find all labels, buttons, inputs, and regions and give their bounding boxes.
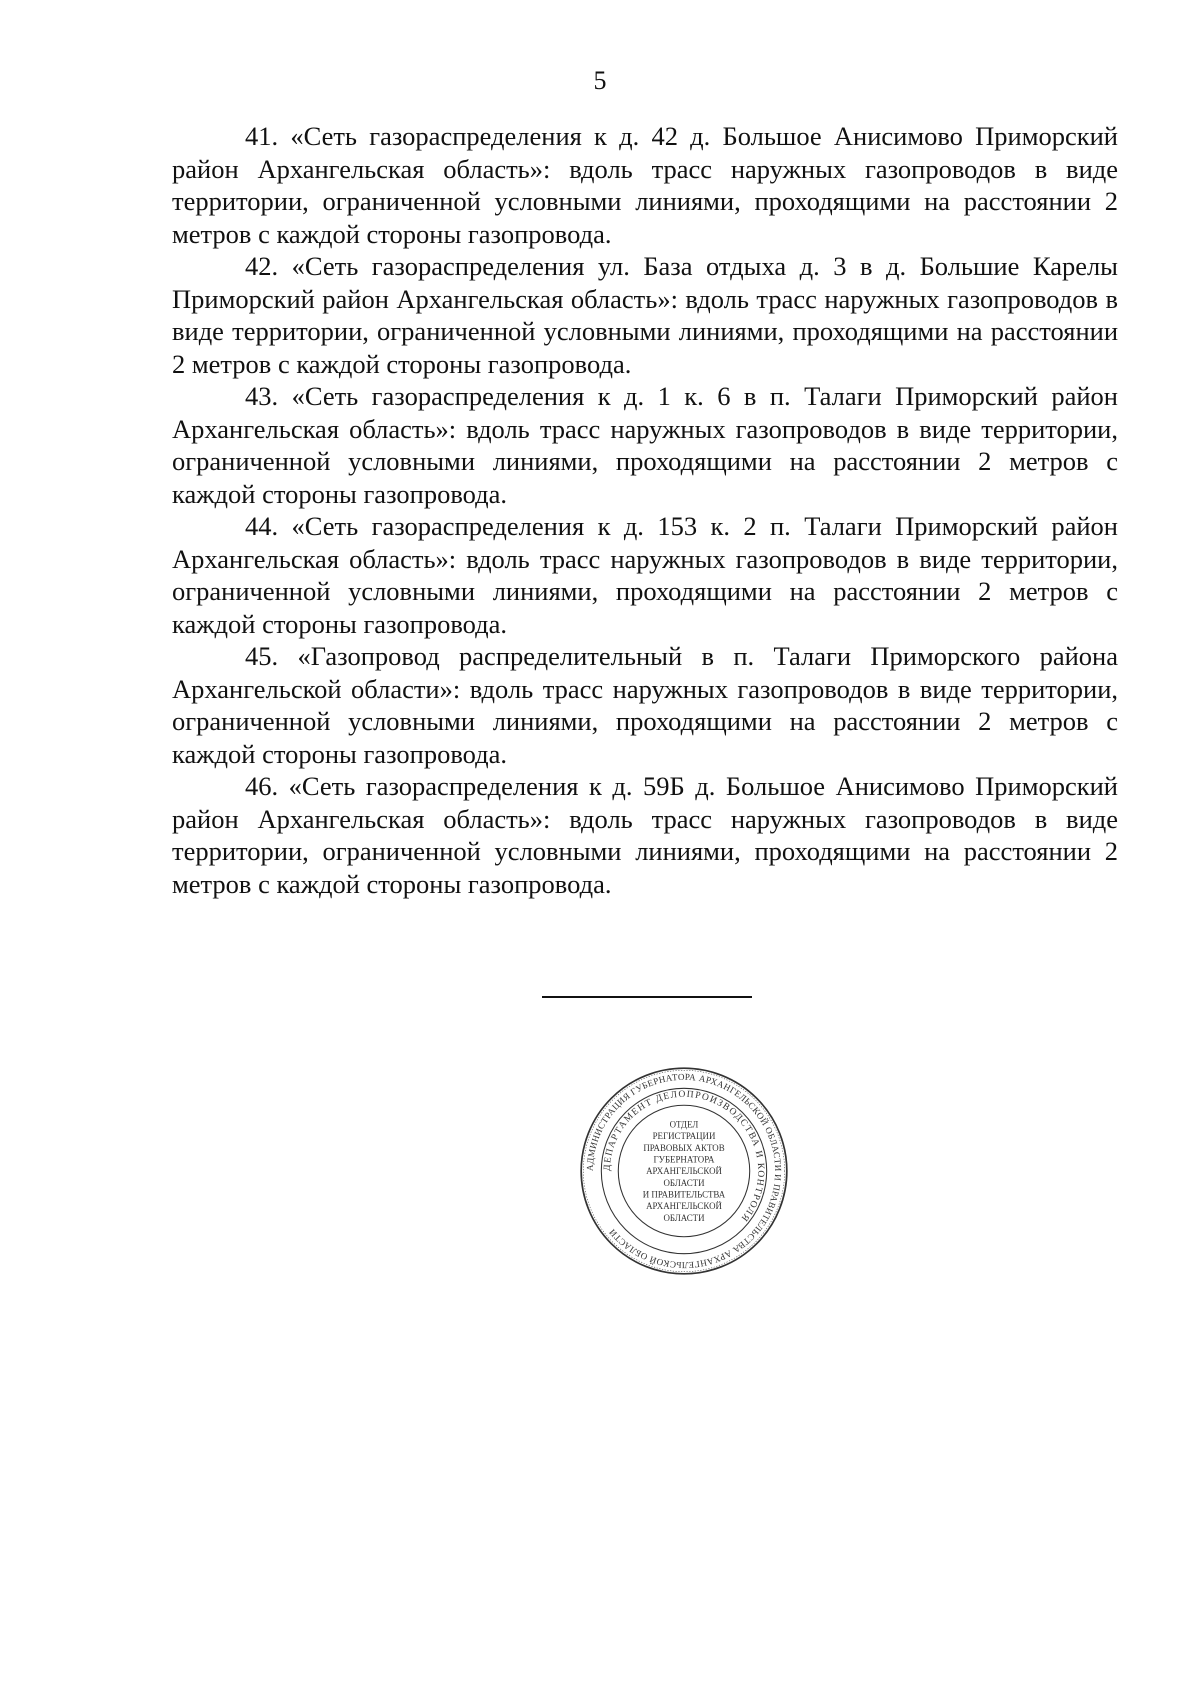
seal-center-line: ОБЛАСТИ bbox=[663, 1212, 705, 1223]
list-item-45: 45. «Газопровод распределительный в п. Талаги Приморского района Архангельской области»: вдоль трасс наружных газопроводов в виде территории, ограниченной условными линиями, проходящими на расстоянии 2 метров с каждой стороны газопровода. bbox=[172, 641, 1118, 769]
svg-text:ДЕПАРТАМЕНТ ДЕЛОПРОИЗВОДСТВА И: ДЕПАРТАМЕНТ ДЕЛОПРОИЗВОДСТВА И КОНТРОЛЯ bbox=[602, 1089, 766, 1224]
list-item-44: 44. «Сеть газораспределения к д. 153 к. 2 п. Талаги Приморский район Архангельская область»: вдоль трасс наружных газопроводов в виде территории, ограниченной условными линиями, проходящими на расстоянии 2 метров с каждой стороны газопровода. bbox=[172, 511, 1118, 639]
seal-center-line: ГУБЕРНАТОРА bbox=[653, 1154, 715, 1165]
seal-center-line: РЕГИСТРАЦИИ bbox=[652, 1131, 716, 1142]
seal-center-line: ПРАВОВЫХ АКТОВ bbox=[643, 1142, 725, 1153]
seal-center-line: ОБЛАСТИ bbox=[663, 1177, 705, 1188]
document-body bbox=[172, 120, 1118, 900]
page-number: 5 bbox=[593, 66, 607, 95]
list-item-41: 41. «Сеть газораспределения к д. 42 д. Большое Анисимово Приморский район Архангельская область»: вдоль трасс наружных газопроводов в виде территории, ограниченной условными линиями, проходящими на расстоянии 2 метров с каждой стороны газопровода. bbox=[172, 121, 1118, 249]
list-item-42: 42. «Сеть газораспределения ул. База отдыха д. 3 в д. Большие Карелы Приморский район Архангельская область»: вдоль трасс наружных газопроводов в виде территории, ограниченной условными линиями, проходящими на расстоянии 2 метров с каждой стороны газопровода. bbox=[172, 251, 1118, 379]
seal-graphic bbox=[578, 1065, 790, 1277]
svg-text:АДМИНИСТРАЦИЯ ГУБЕРНАТОРА АРХА: АДМИНИСТРАЦИЯ ГУБЕРНАТОРА АРХАНГЕЛЬСКОЙ ОБЛАСТИ И ПРАВИТЕЛЬСТВА АРХАНГЕЛЬСКОЙ ОБЛАСТИ bbox=[584, 1071, 784, 1271]
official-seal-stamp bbox=[578, 1065, 790, 1277]
seal-center-line: И ПРАВИТЕЛЬСТВА bbox=[642, 1189, 726, 1200]
list-item-46: 46. «Сеть газораспределения к д. 59Б д. Большое Анисимово Приморский район Архангельская область»: вдоль трасс наружных газопроводов в виде территории, ограниченной условными линиями, проходящими на расстоянии 2 метров с каждой стороны газопровода. bbox=[172, 771, 1118, 899]
end-divider-line bbox=[542, 996, 752, 998]
seal-center-line: АРХАНГЕЛЬСКОЙ bbox=[646, 1166, 722, 1177]
seal-center-line: АРХАНГЕЛЬСКОЙ bbox=[646, 1201, 722, 1212]
seal-center-line: ОТДЕЛ bbox=[669, 1119, 699, 1130]
list-item-43: 43. «Сеть газораспределения к д. 1 к. 6 в п. Талаги Приморский район Архангельская область»: вдоль трасс наружных газопроводов в виде территории, ограниченной условными линиями, проходящими на расстоянии 2 метров с каждой стороны газопровода. bbox=[172, 381, 1118, 509]
